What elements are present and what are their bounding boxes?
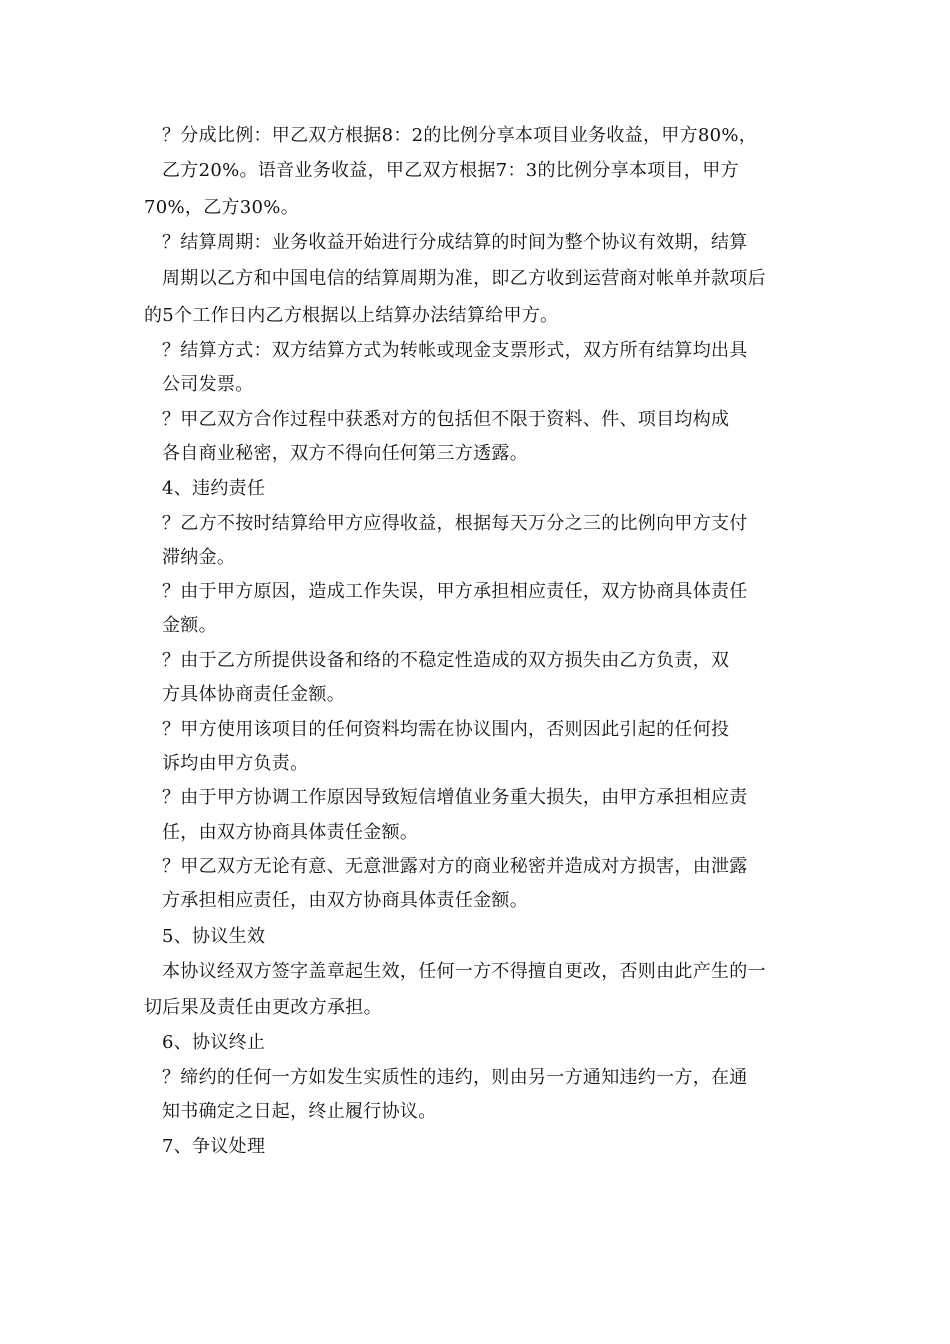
text-line: ？由于甲方协调工作原因导致短信增值业务重大损失，由甲方承担相应责: [162, 787, 748, 808]
text-line: 诉均由甲方负责。: [162, 753, 309, 774]
section-heading: 6、协议终止: [162, 1032, 266, 1053]
text-line: 的5个工作日内乙方根据以上结算办法结算给甲方。: [144, 305, 559, 326]
text-line: 方具体协商责任金额。: [162, 684, 345, 705]
text-line: 方承担相应责任，由双方协商具体责任金额。: [162, 890, 528, 911]
text-line: ？甲乙双方无论有意、无意泄露对方的商业秘密并造成对方损害，由泄露: [162, 856, 748, 877]
text-line: ？甲方使用该项目的任何资料均需在协议围内，否则因此引起的任何投: [162, 719, 730, 740]
text-line: ？分成比例：甲乙双方根据8：2的比例分享本项目业务收益，甲方80%，: [162, 125, 758, 146]
text-line: 任，由双方协商具体责任金额。: [162, 822, 419, 843]
text-line: 乙方20%。语音业务收益，甲乙双方根据7：3的比例分享本项目，甲方: [162, 160, 739, 181]
text-line: ？结算周期：业务收益开始进行分成结算的时间为整个协议有效期，结算: [162, 232, 748, 253]
text-line: 各自商业秘密，双方不得向任何第三方透露。: [162, 443, 528, 464]
text-line: ？甲乙双方合作过程中获悉对方的包括但不限于资料、件、项目均构成: [162, 409, 730, 430]
text-line: ？缔约的任何一方如发生实质性的违约，则由另一方通知违约一方，在通: [162, 1067, 748, 1088]
text-line: 金额。: [162, 615, 217, 636]
text-line: ？乙方不按时结算给甲方应得收益，根据每天万分之三的比例向甲方支付: [162, 513, 748, 534]
text-line: 切后果及责任由更改方承担。: [144, 997, 382, 1018]
text-line: 70%，乙方30%。: [144, 197, 300, 218]
text-line: 滞纳金。: [162, 547, 236, 568]
text-line: ？由于甲方原因，造成工作失误，甲方承担相应责任，双方协商具体责任: [162, 581, 748, 602]
text-line: 公司发票。: [162, 374, 254, 395]
text-line: ？结算方式：双方结算方式为转帐或现金支票形式，双方所有结算均出具: [162, 340, 748, 361]
text-line: ？由于乙方所提供设备和络的不稳定性造成的双方损失由乙方负责，双: [162, 650, 730, 671]
text-line: 本协议经双方签字盖章起生效，任何一方不得擅自更改，否则由此产生的一: [162, 961, 766, 982]
section-heading: 4、违约责任: [162, 478, 266, 499]
text-line: 周期以乙方和中国电信的结算周期为准，即乙方收到运营商对帐单并款项后: [162, 268, 766, 289]
section-heading: 7、争议处理: [162, 1136, 266, 1157]
section-heading: 5、协议生效: [162, 926, 266, 947]
text-line: 知书确定之日起，终止履行协议。: [162, 1101, 437, 1122]
